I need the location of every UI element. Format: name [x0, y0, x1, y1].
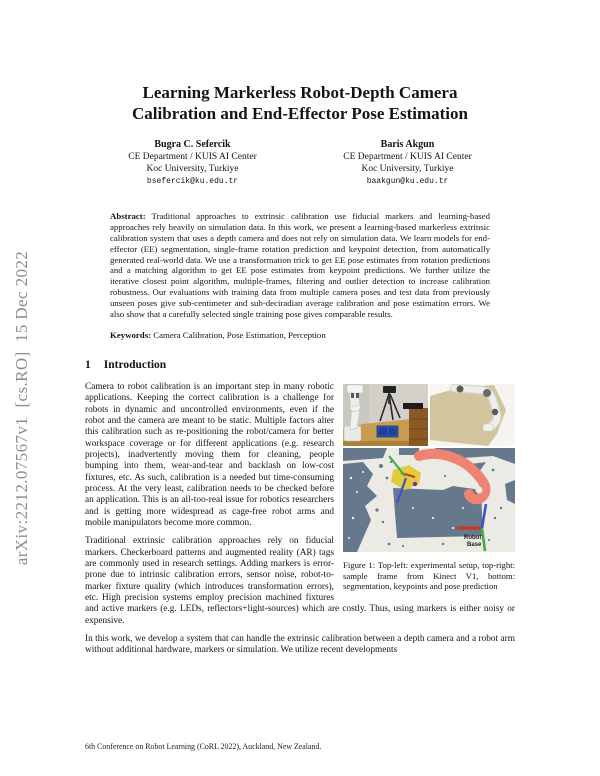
author-1-dept: CE Department / KUIS AI Center	[128, 152, 257, 163]
author-1-email: bsefercik@ku.edu.tr	[146, 176, 239, 186]
abstract-text: Traditional approaches to extrinsic calibration use fiducial markers and learning-based approaches rely heavily on simulation data. In this work, we present a learning-based markerless extrinsic calibration system that uses a depth camera and does not rely on simulation data. We learn models for end-effector (EE) segmentation, single-frame rotation prediction and keypoint detection, from automatically generated real-world data. We use a transformation trick to get EE pose estimates from rotation predictions and a matching algorithm to get EE pose estimates from keypoint predictions. We further utilize the iterative closest point algorithm, multiple-frames, filtering and outlier detection to increase calibration robustness. Our evaluations with training data from multiple camera poses and test data from previously unseen poses give sub-centimeter and sub-deciradian average calibration and pose estimation errors. We also show that a carefully selected single training pose gives comparable results.	[110, 210, 490, 320]
abstract-label: Abstract:	[110, 210, 146, 221]
keypoint-marker	[413, 482, 417, 486]
section-number: 1	[85, 358, 91, 371]
figure1-setup-photo	[343, 384, 428, 446]
figure1-caption: Figure 1: Top-left: experimental setup, top-right: sample frame from Kinect V1, bottom: segmentation, keypoints and pose prediction	[343, 559, 515, 592]
figure1-segmentation-view	[343, 448, 515, 552]
author-2-dept: CE Department / KUIS AI Center	[343, 152, 472, 163]
abstract	[110, 211, 490, 320]
section-title: Introduction	[103, 358, 167, 371]
cabinet	[409, 408, 428, 446]
intro-paragraph-3: In this work, we develop a system that can handle the extrinsic calibration between a depth camera and a robot arm without additional hardware, markers or simulation. We utilize recent developments	[85, 633, 515, 656]
paper-title-line1: Learning Markerless Robot-Depth Camera	[142, 83, 458, 102]
author-2-email: baakgun@ku.edu.tr	[366, 176, 449, 186]
blue-bin	[377, 426, 398, 437]
author-1	[85, 139, 300, 186]
paper-content	[85, 0, 515, 664]
intro-paragraph-2: Traditional extrinsic calibration approaches rely on fiducial markers. Checkerboard patterns and augmented reality (AR) tags are commonly used in research settings. Adding markers is error-prone due to intrinsic calibration errors, sensor noise, robot-to-marker fixture quality (which introduces transformation errors), etc. High precision systems employ precision machined fixtures and active markers (e.g. LEDs, reflectors+light-sources) which are costly. Thus, using markers is either noisy or expensive.	[85, 536, 515, 626]
robot-base-label-line2: Base	[467, 541, 482, 548]
author-block	[85, 139, 515, 186]
robot-base-label-line1: Robot	[464, 534, 482, 541]
paper-title	[85, 82, 515, 124]
keywords-text: Camera Calibration, Pose Estimation, Perception	[153, 329, 326, 340]
paper-title-line2: Calibration and End-Effector Pose Estimation	[132, 104, 468, 124]
intro-paragraph-1: Camera to robot calibration is an important step in many robotic applications. Keeping the correct calibration is a challenge for robots in dynamic and uncontrolled environments, even if the robot and the camera are meant to be static. Multiple factors alter this calibration such as re-positioning the robot/camera for better workspace coverage or for different applications (e.g. research projects), inadvertently moving them for cleaning, people bumping into them, wear-and-tear and backlash on low-cost fixtures, etc. As such, calibration is a needed but time-consuming process. At the very least, calibration needs to be checked before an application. This is an all-too-real issue for robotics researchers and is getting more widespread as cage-free robot arms and mobile manipulators become more common.	[85, 381, 334, 528]
section-heading-introduction	[85, 359, 515, 371]
figure1	[343, 384, 515, 592]
arxiv-watermark: arXiv:2212.07567v1 [cs.RO] 15 Dec 2022	[12, 250, 31, 566]
author-2-name: Baris Akgun	[380, 139, 435, 151]
camera	[383, 386, 396, 393]
figure1-kinect-frame	[430, 384, 515, 446]
introduction-body	[85, 382, 515, 657]
author-2-univ: Koc University, Turkiye	[361, 164, 454, 175]
figure1-top-row	[343, 384, 515, 446]
keywords	[110, 330, 490, 340]
author-2	[300, 139, 515, 186]
author-1-name: Bugra C. Sefercik	[154, 139, 231, 151]
keywords-label: Keywords:	[110, 329, 152, 340]
author-1-univ: Koc University, Turkiye	[146, 164, 239, 175]
footer-conference-note: 6th Conference on Robot Learning (CoRL 2022), Auckland, New Zealand.	[85, 742, 322, 751]
